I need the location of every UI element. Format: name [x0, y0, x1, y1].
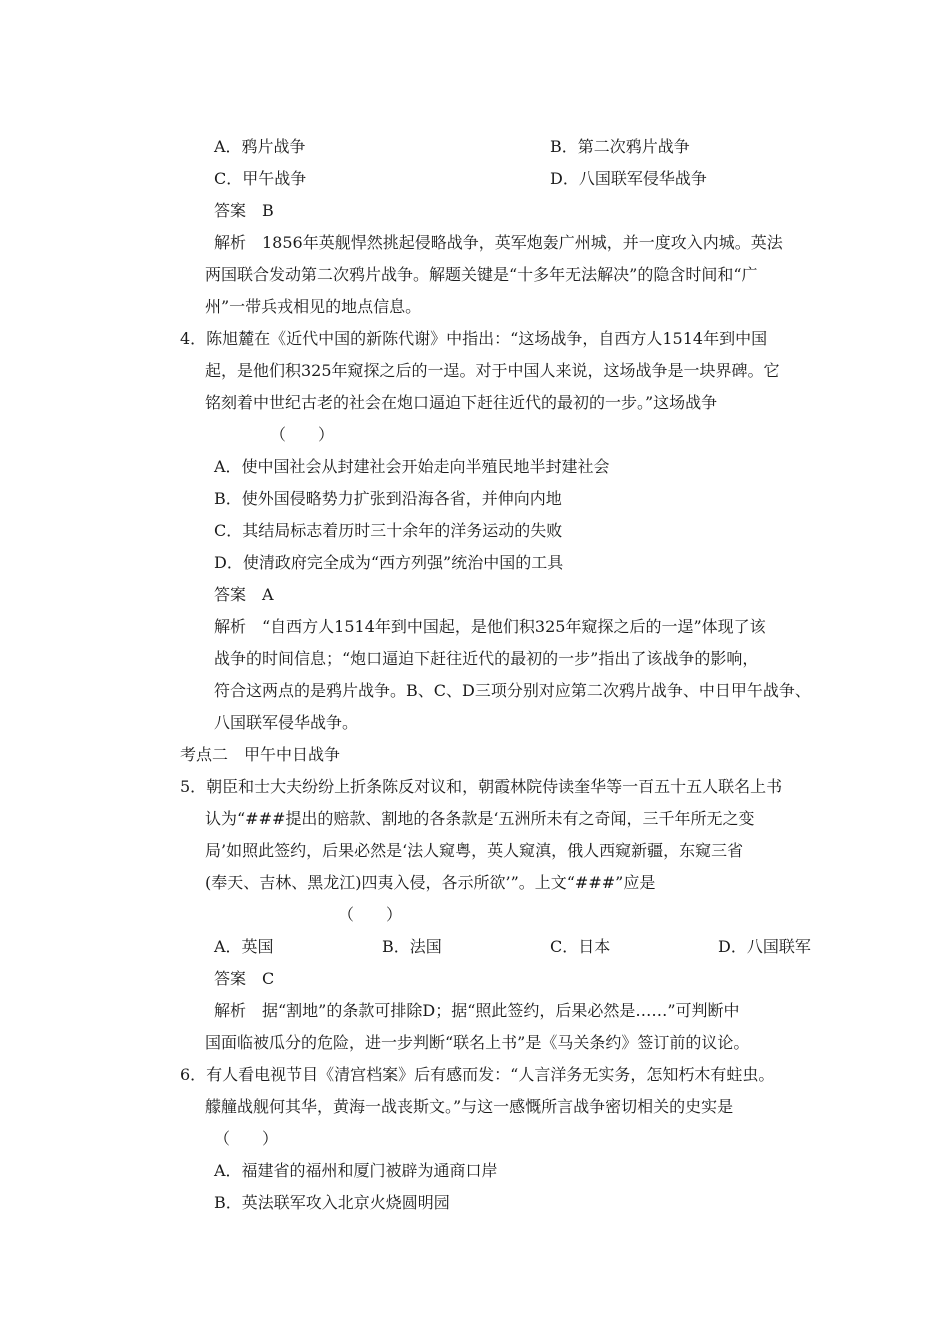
- q3-analysis-line: 解析 1856年英舰悍然挑起侵略战争，英军炮轰广州城，并一度攻入内城。英法: [214, 233, 783, 252]
- q4-analysis-line: 解析 “自西方人1514年到中国起，是他们积325年窥探之后的一逞”体现了该: [214, 617, 766, 636]
- q4-stem-line: 起，是他们积325年窥探之后的一逞。对于中国人来说，这场战争是一块界碑。它: [205, 361, 780, 380]
- q5-answer-blank: （ ）: [338, 905, 403, 924]
- q6-answer-blank: （ ）: [214, 1129, 279, 1148]
- q5-stem-line: 5．朝臣和士大夫纷纷上折条陈反对议和，朝霞林院侍读奎华等一百五十五人联名上书: [180, 777, 783, 796]
- q3-analysis-line: 两国联合发动第二次鸦片战争。解题关键是“十多年无法解决”的隐含时间和“广: [205, 265, 758, 284]
- q4-option-a: A．使中国社会从封建社会开始走向半殖民地半封建社会: [214, 457, 610, 476]
- q5-option-a: A．英国: [214, 937, 274, 956]
- q4-analysis-line: 战争的时间信息；“炮口逼迫下赶往近代的最初的一步”指出了该战争的影响，: [214, 649, 759, 668]
- q4-option-b: B．使外国侵略势力扩张到沿海各省，并伸向内地: [214, 489, 562, 508]
- q6-option-b: B．英法联军攻入北京火烧圆明园: [214, 1193, 450, 1212]
- q5-answer: 答案 C: [214, 969, 275, 988]
- q4-option-c: C．其结局标志着历时三十余年的洋务运动的失败: [214, 521, 563, 540]
- q5-stem-line: (奉天、吉林、黑龙江)四夷入侵，各示所欲’”。上文“###”应是: [205, 873, 656, 892]
- q5-option-c: C．日本: [550, 937, 611, 956]
- q5-analysis-line: 国面临被瓜分的危险，进一步判断“联名上书”是《马关条约》签订前的议论。: [205, 1033, 750, 1052]
- q3-answer: 答案 B: [214, 201, 274, 220]
- q4-stem-line: 铭刻着中世纪古老的社会在炮口逼迫下赶往近代的最初的一步。”这场战争: [205, 393, 718, 412]
- q5-analysis-line: 解析 据“割地”的条款可排除D；据“照此签约，后果必然是……”可判断中: [214, 1001, 740, 1020]
- q3-option-c: C．甲午战争: [214, 169, 307, 188]
- q4-analysis-line: 符合这两点的是鸦片战争。B、C、D三项分别对应第二次鸦片战争、中日甲午战争、: [214, 681, 811, 700]
- q4-answer-blank: （ ）: [270, 425, 335, 444]
- q3-option-d: D．八国联军侵华战争: [550, 169, 707, 188]
- q4-analysis-line: 八国联军侵华战争。: [214, 713, 359, 732]
- q5-stem-line: 认为“###提出的赔款、割地的各条款是‘五洲所未有之奇闻，三千年所无之变: [205, 809, 755, 828]
- q3-option-b: B．第二次鸦片战争: [550, 137, 690, 156]
- q5-stem-line: 局’如照此签约，后果必然是‘法人窥粤，英人窥滇，俄人西窥新疆，东窥三省: [205, 841, 744, 860]
- q3-option-a: A．鸦片战争: [214, 137, 306, 156]
- q6-option-a: A．福建省的福州和厦门被辟为通商口岸: [214, 1161, 498, 1180]
- q4-answer: 答案 A: [214, 585, 274, 604]
- section-title: 考点二 甲午中日战争: [180, 745, 341, 764]
- q4-stem-line: 4．陈旭麓在《近代中国的新陈代谢》中指出：“这场战争，自西方人1514年到中国: [180, 329, 768, 348]
- q5-option-b: B．法国: [382, 937, 442, 956]
- q5-option-d: D．八国联军: [718, 937, 811, 956]
- q6-stem-line: 艨艟战舰何其华，黄海一战丧斯文。”与这一感慨所言战争密切相关的史实是: [205, 1097, 734, 1116]
- q3-analysis-line: 州”一带兵戎相见的地点信息。: [205, 297, 422, 316]
- q6-stem-line: 6．有人看电视节目《清宫档案》后有感而发：“人言洋务无实务，怎知朽木有蛀虫。: [180, 1065, 775, 1084]
- q4-option-d: D．使清政府完全成为“西方列强”统治中国的工具: [214, 553, 564, 572]
